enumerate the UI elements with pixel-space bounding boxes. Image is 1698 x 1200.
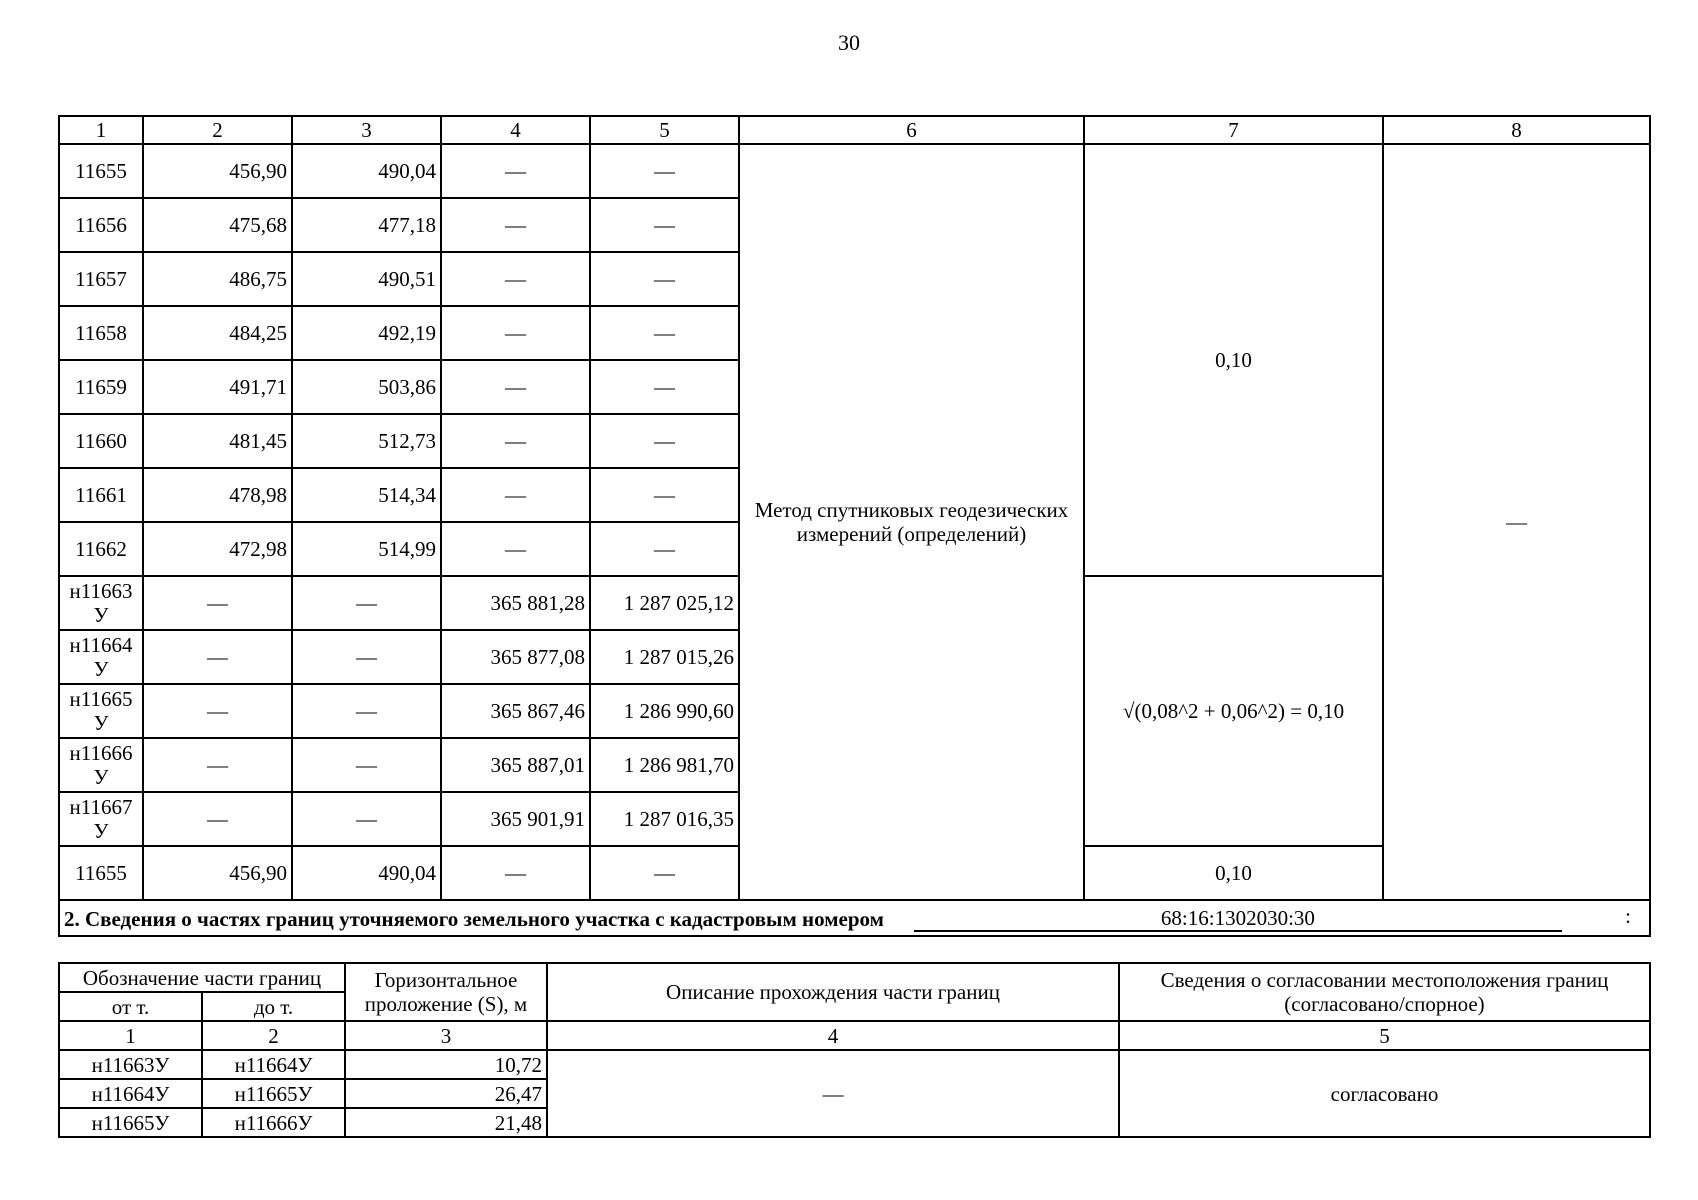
column-number-row: [59, 116, 1650, 144]
agreement-cell: согласовано: [1119, 1050, 1650, 1137]
cell-new-y: 1 286 990,60: [590, 684, 739, 738]
to-point: н11665У: [202, 1079, 345, 1108]
column-number: 4: [547, 1021, 1119, 1050]
cell-new-y: —: [590, 414, 739, 468]
cell-new-x: —: [441, 252, 590, 306]
cell-y: 490,51: [292, 252, 441, 306]
header-part: Обозначение части границ: [59, 963, 345, 992]
header-length: Горизонтальное проложение (S), м: [345, 963, 547, 1021]
header-agreement: Сведения о согласовании местоположения границ (согласовано/спорное): [1119, 963, 1650, 1021]
cell-x: 456,90: [143, 846, 292, 900]
column-number: 3: [345, 1021, 547, 1050]
section-title: [59, 900, 1650, 936]
cell-new-x: —: [441, 414, 590, 468]
cell-y: 514,99: [292, 522, 441, 576]
cell-y: —: [292, 576, 441, 630]
cell-new-y: —: [590, 360, 739, 414]
point-id: [59, 684, 143, 738]
cell-y: 490,04: [292, 144, 441, 198]
point-id: 11655: [59, 144, 143, 198]
cell-y: 477,18: [292, 198, 441, 252]
cell-x: 484,25: [143, 306, 292, 360]
point-id: [59, 630, 143, 684]
column-number: 3: [292, 116, 441, 144]
table-row: [59, 144, 1650, 198]
point-id: 11657: [59, 252, 143, 306]
cell-new-y: 1 286 981,70: [590, 738, 739, 792]
cell-new-x: 365 887,01: [441, 738, 590, 792]
cell-y: 514,34: [292, 468, 441, 522]
point-id-suffix: У: [93, 765, 109, 789]
accuracy-cell: 0,10: [1084, 846, 1383, 900]
section-title-text: 2. Сведения о частях границ уточняемого земельного участка с кадастровым номером: [64, 906, 884, 931]
cell-new-x: —: [441, 360, 590, 414]
colon: :: [1625, 904, 1631, 929]
cell-x: 486,75: [143, 252, 292, 306]
point-id: 11661: [59, 468, 143, 522]
cell-y: 503,86: [292, 360, 441, 414]
cell-x: —: [143, 684, 292, 738]
from-point: н11664У: [59, 1079, 202, 1108]
column-number-row: [59, 1021, 1650, 1050]
point-id: 11658: [59, 306, 143, 360]
cell-new-y: —: [590, 252, 739, 306]
length: 21,48: [345, 1108, 547, 1137]
column-number: 4: [441, 116, 590, 144]
length: 26,47: [345, 1079, 547, 1108]
point-id-suffix: У: [93, 819, 109, 843]
cell-new-x: 365 881,28: [441, 576, 590, 630]
cell-new-x: 365 901,91: [441, 792, 590, 846]
to-point: н11666У: [202, 1108, 345, 1137]
cell-new-y: —: [590, 306, 739, 360]
cell-new-y: 1 287 025,12: [590, 576, 739, 630]
cell-new-x: —: [441, 306, 590, 360]
point-id-number: н11664: [69, 633, 133, 657]
point-id: [59, 738, 143, 792]
from-point: н11665У: [59, 1108, 202, 1137]
cell-new-y: —: [590, 522, 739, 576]
cadastral-number: 68:16:1302030:30: [914, 906, 1562, 932]
column-number: 1: [59, 1021, 202, 1050]
coordinates-table: [58, 115, 1651, 937]
to-point: н11664У: [202, 1050, 345, 1079]
cell-new-x: 365 877,08: [441, 630, 590, 684]
header-row: [59, 963, 1650, 992]
from-point: н11663У: [59, 1050, 202, 1079]
accuracy-formula-cell: √(0,08^2 + 0,06^2) = 0,10: [1084, 576, 1383, 846]
point-id-number: н11665: [69, 687, 133, 711]
point-id-number: н11667: [69, 795, 133, 819]
length: 10,72: [345, 1050, 547, 1079]
cell-x: —: [143, 738, 292, 792]
point-id-number: н11666: [69, 741, 133, 765]
point-id-suffix: У: [93, 711, 109, 735]
point-id-suffix: У: [93, 603, 109, 627]
cell-new-y: 1 287 016,35: [590, 792, 739, 846]
point-id-suffix: У: [93, 657, 109, 681]
accuracy-cell: 0,10: [1084, 144, 1383, 576]
cell-y: —: [292, 738, 441, 792]
cell-x: 475,68: [143, 198, 292, 252]
method-cell: Метод спутниковых геодезических измерений (определений): [739, 144, 1084, 900]
header-from: от т.: [59, 992, 202, 1021]
point-id: 11655: [59, 846, 143, 900]
column-number: 2: [202, 1021, 345, 1050]
column-number: 2: [143, 116, 292, 144]
page-number: 30: [838, 30, 860, 55]
column-8-cell: —: [1383, 144, 1650, 900]
cell-x: 472,98: [143, 522, 292, 576]
cell-new-x: —: [441, 468, 590, 522]
cell-new-y: 1 287 015,26: [590, 630, 739, 684]
cell-y: 512,73: [292, 414, 441, 468]
cell-new-x: —: [441, 522, 590, 576]
cell-y: —: [292, 792, 441, 846]
cell-new-y: —: [590, 846, 739, 900]
column-number: 5: [590, 116, 739, 144]
cell-new-y: —: [590, 198, 739, 252]
cell-x: —: [143, 630, 292, 684]
boundary-parts-table: [58, 962, 1651, 1138]
section-title-row: [59, 900, 1650, 936]
cell-x: 456,90: [143, 144, 292, 198]
header-description: Описание прохождения части границ: [547, 963, 1119, 1021]
cell-new-y: —: [590, 144, 739, 198]
column-number: 7: [1084, 116, 1383, 144]
header-to: до т.: [202, 992, 345, 1021]
cell-x: 478,98: [143, 468, 292, 522]
column-number: 1: [59, 116, 143, 144]
description-cell: —: [547, 1050, 1119, 1137]
point-id: [59, 576, 143, 630]
point-id-number: н11663: [69, 579, 133, 603]
point-id: 11656: [59, 198, 143, 252]
table-row: [59, 1050, 1650, 1079]
cell-new-x: —: [441, 144, 590, 198]
point-id: 11659: [59, 360, 143, 414]
cell-new-x: —: [441, 198, 590, 252]
cell-x: —: [143, 576, 292, 630]
column-number: 5: [1119, 1021, 1650, 1050]
cell-y: 490,04: [292, 846, 441, 900]
point-id: [59, 792, 143, 846]
point-id: 11660: [59, 414, 143, 468]
cell-x: 481,45: [143, 414, 292, 468]
point-id: 11662: [59, 522, 143, 576]
cell-x: 491,71: [143, 360, 292, 414]
column-number: 8: [1383, 116, 1650, 144]
cell-new-x: 365 867,46: [441, 684, 590, 738]
cell-y: 492,19: [292, 306, 441, 360]
cell-y: —: [292, 684, 441, 738]
cell-new-x: —: [441, 846, 590, 900]
cell-y: —: [292, 630, 441, 684]
cell-x: —: [143, 792, 292, 846]
cell-new-y: —: [590, 468, 739, 522]
column-number: 6: [739, 116, 1084, 144]
